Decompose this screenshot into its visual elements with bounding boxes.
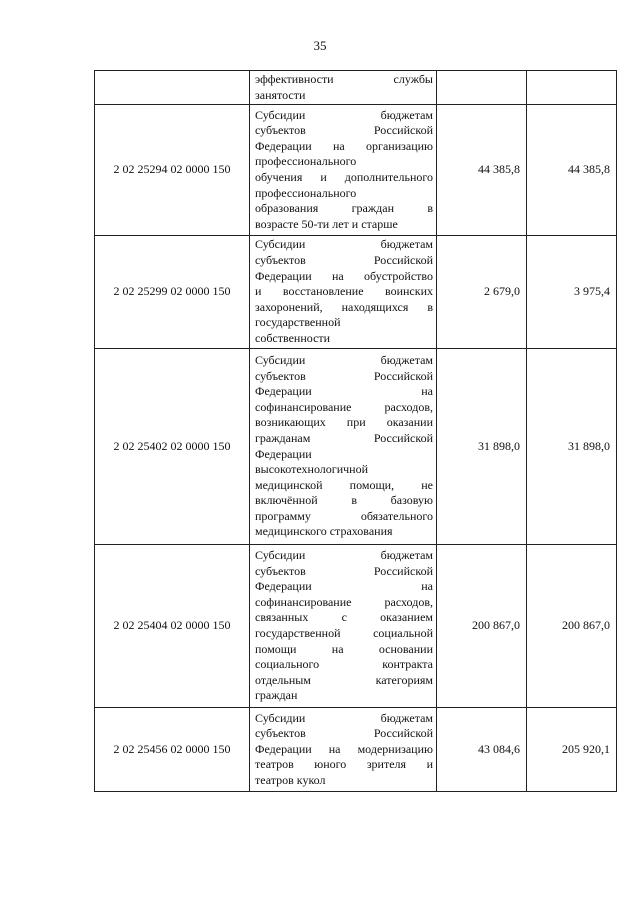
- row-value-2: 3 975,4: [527, 236, 617, 349]
- name-line: Федерации на организацию: [255, 138, 433, 153]
- name-line: Субсидии бюджетам: [255, 352, 433, 367]
- row-name: [250, 349, 437, 545]
- name-line: программу обязательного: [255, 508, 433, 523]
- name-line: субъектов Российской: [255, 368, 433, 383]
- row-code: 2 02 25299 02 0000 150: [95, 236, 250, 349]
- row-code: 2 02 25294 02 0000 150: [95, 105, 250, 236]
- row-code: [95, 71, 250, 105]
- name-line: софинансирование расходов,: [255, 594, 433, 609]
- name-line: театров кукол: [255, 772, 326, 787]
- table-row: [95, 236, 617, 349]
- row-value-1: 31 898,0: [437, 349, 527, 545]
- name-line: обучения и дополнительного: [255, 170, 433, 184]
- name-line: софинансирование расходов,: [255, 399, 433, 414]
- name-line: Субсидии бюджетам: [255, 548, 433, 563]
- table-row: [95, 708, 617, 792]
- name-line: возрасте 50-ти лет и старше: [255, 216, 398, 231]
- name-line: Федерации на: [255, 384, 433, 399]
- name-line: захоронений, находящихся в: [255, 299, 433, 314]
- name-line: государственной: [255, 315, 341, 330]
- name-line: Субсидии бюджетам: [255, 710, 433, 725]
- table-row: [95, 545, 617, 708]
- row-name: [250, 708, 437, 792]
- name-line: Субсидии бюджетам: [255, 237, 433, 252]
- name-line: возникающих при оказании: [255, 415, 433, 430]
- name-line: Федерации: [255, 446, 312, 461]
- name-line: граждан: [255, 688, 298, 703]
- name-line: Федерации на: [255, 579, 433, 594]
- page-number: 35: [313, 38, 327, 53]
- row-value-1: [437, 71, 527, 105]
- name-line: субъектов Российской: [255, 123, 433, 138]
- name-line: включённой в базовую: [255, 493, 433, 508]
- row-value-2: 31 898,0: [527, 349, 617, 545]
- name-line: медицинского страхования: [255, 524, 393, 539]
- name-line: отдельным категориям: [255, 672, 433, 687]
- name-line: субъектов Российской: [255, 563, 433, 578]
- name-line: образования граждан в: [255, 201, 433, 216]
- name-line: собственности: [255, 330, 331, 345]
- name-line: профессионального: [255, 185, 357, 200]
- name-line: социального контракта: [255, 657, 433, 672]
- name-line: высокотехнологичной: [255, 462, 369, 477]
- name-line: медицинской помощи, не: [255, 477, 433, 492]
- name-line: Федерации на модернизацию: [255, 741, 433, 756]
- name-line: и восстановление воинских: [255, 284, 433, 299]
- name-line: профессионального: [255, 154, 357, 169]
- name-line: занятости: [255, 87, 306, 102]
- row-name: [250, 71, 437, 105]
- row-code: 2 02 25404 02 0000 150: [95, 545, 250, 708]
- name-line: Субсидии бюджетам: [255, 107, 433, 122]
- name-line: субъектов Российской: [255, 253, 433, 268]
- name-line: связанных с оказанием: [255, 610, 433, 625]
- row-code: 2 02 25456 02 0000 150: [95, 708, 250, 792]
- row-value-2: 44 385,8: [527, 105, 617, 236]
- row-name: [250, 545, 437, 708]
- name-line: субъектов Российской: [255, 726, 433, 741]
- name-line: Федерации на обустройство: [255, 268, 433, 283]
- row-value-1: 44 385,8: [437, 105, 527, 236]
- budget-table: [94, 70, 617, 792]
- table-row: [95, 349, 617, 545]
- row-value-2: [527, 71, 617, 105]
- row-value-2: 205 920,1: [527, 708, 617, 792]
- name-line: гражданам Российской: [255, 430, 433, 445]
- row-value-1: 2 679,0: [437, 236, 527, 349]
- row-name: [250, 236, 437, 349]
- name-line: театров юного зрителя и: [255, 757, 433, 772]
- row-value-1: 43 084,6: [437, 708, 527, 792]
- table-row: [95, 105, 617, 236]
- name-line: государственной социальной: [255, 626, 433, 640]
- row-name: [250, 105, 437, 236]
- table-row: [95, 71, 617, 105]
- row-code: 2 02 25402 02 0000 150: [95, 349, 250, 545]
- name-line: помощи на основании: [255, 641, 433, 656]
- name-line: эффективности службы: [255, 71, 433, 86]
- row-value-1: 200 867,0: [437, 545, 527, 708]
- row-value-2: 200 867,0: [527, 545, 617, 708]
